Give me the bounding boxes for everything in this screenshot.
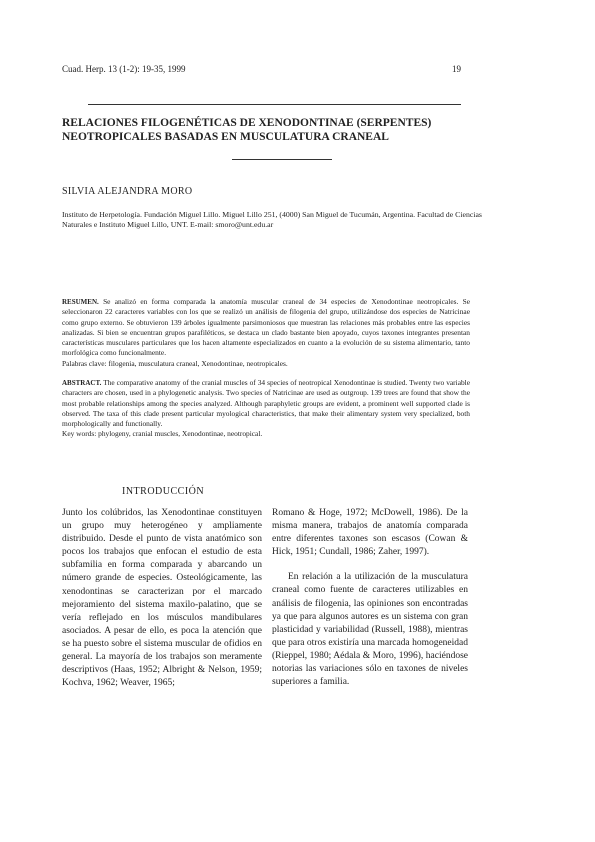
title-rule-top — [88, 104, 461, 105]
resumen-keywords: Palabras clave: filogenia, musculatura craneal, Xenodontinae, neotropicales. — [62, 358, 288, 368]
intro-left-column — [62, 507, 262, 690]
intro-paragraph: Romano & Hoge, 1972; McDowell, 1986). De la misma manera, trabajos de anatomía comparada entre diferentes taxones son escasos (Cowan & Hick, 1951; Cundall, 1986; Zaher, 1997). — [272, 508, 468, 558]
abstract-text: The comparative anatomy of the cranial muscles of 34 species of neotropical Xenodontinae is studied. Twenty two variable characters are chosen, used in a phylogenetic analysis. Two species of Natricinae are used as outgroup. 139 trees are found that show the most probable relationships among the species analyzed. Although paraphyletic groups are evident, a prominent well supported clade is observed. The taxa of this clade present particular myological characteristics, that make their alimentary system very specialized, both morphologically and functionally. — [62, 378, 470, 429]
page-number: 19 — [452, 64, 461, 74]
section-heading-introduccion: INTRODUCCIÓN — [122, 486, 205, 497]
abstract-block — [62, 378, 470, 440]
article-authors: SILVIA ALEJANDRA MORO — [62, 186, 193, 197]
author-affiliation: Instituto de Herpetología. Fundación Miguel Lillo. Miguel Lillo 251, (4000) San Miguel de Tucumán, Argentina. Facultad de Ciencias Naturales e Instituto Miguel Lillo, UNT. E-mail: smoro@unt.edu.ar — [62, 210, 482, 229]
title-rule-bottom — [232, 159, 332, 160]
abstract-keywords: Key words: phylogeny, cranial muscles, Xenodontinae, neotropical. — [62, 429, 263, 439]
resumen-label: RESUMEN. — [62, 298, 99, 306]
resumen-text: Se analizó en forma comparada la anatomía muscular craneal de 34 especies de Xenodontinae neotropicales. Se seleccionaron 22 caracteres variables con los que se realizó un análisis de filogenia del grupo, utilizándose dos especies de Natricinae como grupo externo. Se obtuvieron 139 árboles igualmente parsimoniosos que muestran las relaciones más probables entre las especies analizadas. Si bien se encuentran grupos parafiléticos, se destaca un clado bastante bien apoyado, cuyos taxones integrantes presentan características musculares particulares que los hacen altamente especializados en cuanto a la evolución de su sistema alimentario, tanto morfológica como funcionalmente. — [62, 297, 470, 358]
journal-citation: Cuad. Herp. 13 (1-2): 19-35, 1999 — [62, 64, 186, 74]
abstract-label: ABSTRACT. — [62, 379, 102, 387]
intro-right-column — [272, 507, 468, 689]
intro-paragraph: Junto los colúbridos, las Xenodontinae constituyen un grupo muy heterogéneo y ampliamente distribuido. Desde el punto de vista anatómico son pocos los trabajos que enfocan el estudio de esta subfamilia en forma comparada y abarcando un número grande de especies. Osteológicamente, las xenodontinas se caracterizan por el marcado mejoramiento del sistema maxilo-palatino, que se vería reflejado en los músculos mandibulares asociados. A pesar de ello, es poca la atención que se ha puesto sobre el sistema muscular de ofidios en general. La mayoría de los trabajos son meramente descriptivos (Haas, 1952; Albright & Nelson, 1959; Kochva, 1962; Weaver, 1965; — [62, 508, 262, 689]
article-title: RELACIONES FILOGENÉTICAS DE XENODONTINAE (SERPENTES) NEOTROPICALES BASADAS EN MUSCULATURA CRANEAL — [62, 117, 432, 143]
resumen-block — [62, 297, 470, 369]
intro-paragraph: En relación a la utilización de la musculatura craneal como fuente de caracteres utilizables en análisis de filogenia, las opiniones son encontradas ya que para algunos autores es un sistema con gran plasticidad y variabilidad (Russell, 1988), mientras que para otros existiría una marcada homogeneidad (Rieppel, 1980; Aédala & Moro, 1996), haciéndose notorias las variaciones sólo en taxones de niveles superiores a familia. — [272, 572, 468, 688]
